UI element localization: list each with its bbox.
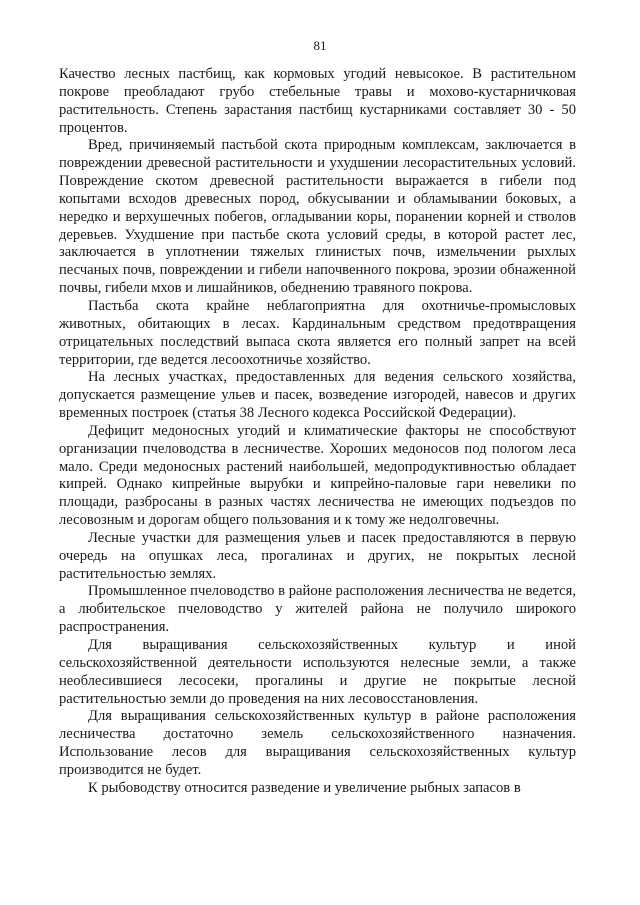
paragraph-beehive-placement: На лесных участках, предоставленных для ведения сельского хозяйства, допускается размещение ульев и пасек, возведение изгородей, навесов и других временных построек (статья 38 Лесного кодекса Российской Федерации). [59, 369, 576, 422]
paragraph-agricultural-land: Для выращивания сельскохозяйственных культур и иной сельскохозяйственной деятельности используются нелесные земли, а также необлесившиеся лесосеки, прогалины и другие не покрытые лесной растительностью земли до проведения на них лесовосстановления. [59, 637, 576, 707]
paragraph-grazing-harm: Вред, причиняемый пастьбой скота природным комплексам, заключается в повреждении древесной растительности и ухудшении лесорастительных условий. Повреждение скотом древесной растительности выражается в гибели под копытами всходов древесных пород, обкусывании и обламывании боковых, а нередко и верхушечных побегов, огладывании коры, поранении корней и стволов деревьев. Ухудшение при пастьбе скота условий среды, в которой растет лес, заключается в уплотнении тяжелых глинистых почв, измельчении рыхлых песчаных почв, повреждении и гибели напочвенного покрова, эрозии обнаженной почвы, гибели мхов и лишайников, обеднению травяного покрова. [59, 137, 576, 297]
document-body [59, 66, 576, 798]
paragraph-honey-plants-deficit: Дефицит медоносных угодий и климатические факторы не способствуют организации пчеловодства в лесничестве. Хороших медоносов под пологом леса мало. Среди медоносных растений наибольшей, медопродуктивностью обладает кипрей. Однако кипрейные вырубки и кипрейно-паловые гари невелики по площади, разбросаны в разных частях лесничества не имеющих подъездов по лесовозным и дорогам общего пользования и к тому же недолговечны. [59, 422, 576, 529]
paragraph-agricultural-crops: Для выращивания сельскохозяйственных культур в районе расположения лесничества достаточно земель сельскохозяйственного назначения. Использование лесов для выращивания сельскохозяйственных культур производится не будет. [59, 708, 576, 778]
paragraph-pasture-quality: Качество лесных пастбищ, как кормовых угодий невысокое. В растительном покрове преобладают грубо стебельные травы и мохово-кустарничковая растительность. Степень зарастания пастбищ кустарниками составляет 30 - 50 процентов. [59, 66, 576, 136]
page-number: 81 [313, 38, 327, 53]
paragraph-grazing-game-animals: Пастьба скота крайне неблагоприятна для охотничье-промысловых животных, обитающих в лесах. Кардинальным средством предотвращения отрицательных последствий выпаса скота является его полный запрет на всей территории, где ведется лесоохотничье хозяйство. [59, 297, 576, 368]
paragraph-fish-farming: К рыбоводству относится разведение и увеличение рыбных запасов в [88, 779, 521, 796]
paragraph-apiary-land: Лесные участки для размещения ульев и пасек предоставляются в первую очередь на опушках леса, прогалинах и других, не покрытых лесной растительностью землях. [59, 529, 576, 582]
paragraph-industrial-beekeeping: Промышленное пчеловодство в районе расположения лесничества не ведется, а любительское пчеловодство у жителей района не получило широкого распространения. [59, 583, 576, 636]
